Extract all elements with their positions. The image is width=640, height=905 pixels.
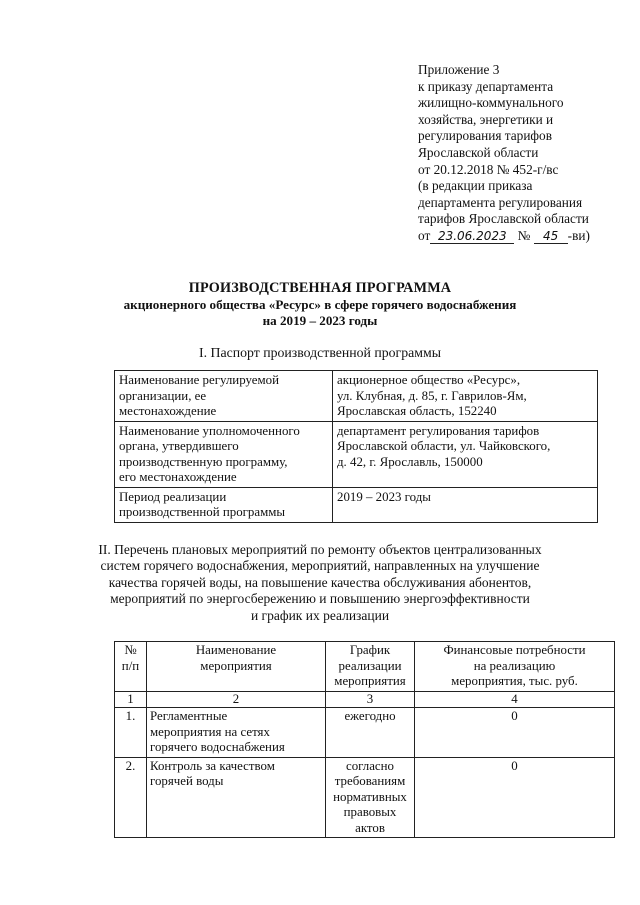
text-line: Ярославская область, 152240 [337, 404, 497, 418]
edition-suffix: -ви) [567, 227, 590, 243]
row-number: 1. [115, 708, 147, 758]
measure-cost: 0 [415, 708, 615, 758]
passport-value [333, 371, 598, 422]
handwritten-date: 23.06.2023 [430, 230, 514, 244]
text-line: производственную программу, [119, 454, 288, 469]
header-schedule [326, 642, 415, 692]
column-number: 2 [147, 691, 326, 708]
section-1-heading: I. Паспорт производственной программы [199, 345, 441, 360]
measure-schedule [326, 708, 415, 758]
text-line: Наименование [195, 643, 277, 657]
text-line: п/п [121, 658, 140, 673]
document-title: ПРОИЗВОДСТВЕННАЯ ПРОГРАММА [188, 280, 452, 296]
text-line: Период реализации [119, 489, 227, 504]
text-line: органа, утвердившего [119, 439, 239, 453]
appendix-edition-line [418, 228, 633, 245]
heading-line: II. Перечень плановых мероприятий по ремонту объектов централизованных [98, 542, 542, 557]
text-line: Наименование уполномоченного [119, 423, 300, 438]
passport-table [114, 370, 598, 523]
text-line: № [124, 643, 137, 657]
table-header-row [115, 642, 615, 692]
heading-line: качества горячей воды, на повышение качества обслуживания абонентов, [108, 574, 532, 590]
appendix-line: тарифов Ярославской области [418, 211, 589, 227]
measure-cost: 0 [415, 757, 615, 838]
text-line: правовых актов [343, 805, 397, 835]
heading-line: мероприятий по энергосбережению и повышению энергоэффективности [110, 591, 530, 607]
passport-value [333, 487, 598, 522]
text-line: Ярославской области, ул. Чайковского, [337, 439, 551, 453]
measure-name [147, 757, 326, 838]
appendix-line: (в редакции приказа [418, 178, 533, 194]
text-line: ул. Клубная, д. 85, г. Гаврилов-Ям, [337, 388, 527, 403]
appendix-line: жилищно-коммунального [418, 95, 564, 111]
text-line: мероприятия, тыс. руб. [451, 674, 578, 688]
text-line: требованиям [334, 774, 406, 788]
edition-prefix: от [418, 227, 431, 243]
text-line: Финансовые потребности [443, 643, 586, 657]
table-row [115, 421, 598, 487]
text-line: ежегодно [344, 709, 396, 723]
text-line: производственной программы [119, 505, 286, 519]
heading-line: систем горячего водоснабжения, мероприятий, направленных на улучшение [100, 558, 540, 574]
appendix-line: Приложение 3 [418, 62, 500, 77]
row-number: 2. [115, 757, 147, 838]
text-line: мероприятия [334, 674, 406, 688]
header-name [147, 642, 326, 692]
appendix-line: Ярославской области [418, 144, 539, 160]
passport-value [333, 421, 598, 487]
appendix-line: департамента регулирования [418, 194, 583, 210]
text-line: его местонахождение [119, 470, 237, 484]
text-line: департамент регулирования тарифов [337, 423, 540, 438]
text-line: горячей воды [150, 774, 224, 788]
table-row [115, 708, 615, 758]
column-number: 1 [115, 691, 147, 708]
passport-label [115, 421, 333, 487]
text-line: реализации [338, 658, 402, 673]
appendix-line: к приказу департамента [418, 78, 554, 94]
text-line: организации, ее [119, 388, 207, 403]
document-period: на 2019 – 2023 годы [262, 313, 378, 328]
text-line: на реализацию [473, 658, 556, 673]
text-line: д. 42, г. Ярославль, 150000 [337, 454, 483, 469]
text-line: мероприятия на сетях [150, 724, 270, 739]
text-line: горячего водоснабжения [150, 740, 285, 754]
table-row [115, 487, 598, 522]
column-number: 4 [415, 691, 615, 708]
text-line: согласно [345, 758, 395, 773]
section-2-heading [0, 542, 640, 624]
number-sign: № [517, 227, 531, 243]
text-line: Регламентные [150, 709, 228, 723]
table-row [115, 371, 598, 422]
handwritten-number: 45 [534, 230, 568, 244]
appendix-line: хозяйства, энергетики и [418, 111, 554, 127]
measure-name [147, 708, 326, 758]
text-line: График [349, 643, 391, 657]
document-subtitle: акционерного общества «Ресурс» в сфере горячего водоснабжения [123, 297, 517, 312]
column-number-row [115, 691, 615, 708]
measures-table [114, 641, 615, 838]
header-cost [415, 642, 615, 692]
appendix-line: регулирования тарифов [418, 128, 552, 144]
text-line: акционерное общество «Ресурс», [337, 373, 521, 387]
text-line: Контроль за качеством [150, 758, 275, 773]
text-line: 2019 – 2023 годы [337, 489, 431, 504]
measure-schedule [326, 757, 415, 838]
appendix-line: от 20.12.2018 № 452-г/вс [418, 161, 559, 177]
heading-line: и график их реализации [250, 607, 390, 623]
appendix-block [418, 62, 633, 245]
table-row [115, 757, 615, 838]
column-number: 3 [326, 691, 415, 708]
text-line: Наименование регулируемой [119, 373, 279, 387]
header-number [115, 642, 147, 692]
text-line: местонахождение [119, 404, 217, 418]
text-line: нормативных [333, 789, 407, 804]
passport-label [115, 371, 333, 422]
text-line: мероприятия [200, 658, 272, 673]
passport-label [115, 487, 333, 522]
